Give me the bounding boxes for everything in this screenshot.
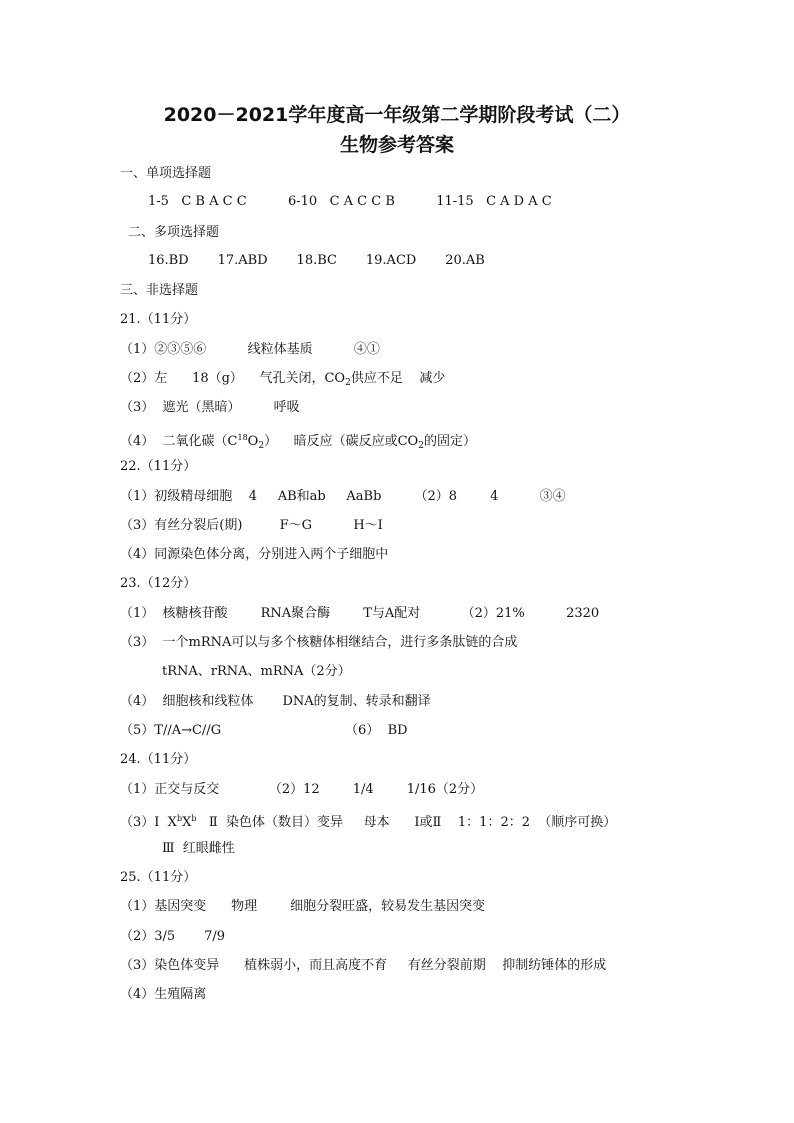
q21-line-2: （2）左 18（g） 气孔关闭，$CO_2$供应不足 减少	[120, 371, 446, 388]
q25-line-3: （3）染色体变异 植株弱小，而且高度不育 有丝分裂前期 抑制纺锤体的形成	[120, 958, 607, 973]
q21-line-1: （1）②③⑤⑥ 线粒体基质 ④①	[120, 342, 380, 357]
q24-line-3: Ⅲ 红眼雌性	[162, 841, 235, 856]
page-title: 2020－2021学年度高一年级第二学期阶段考试（二）	[163, 104, 631, 126]
q21-line-3: （3） 遮光（黑暗） 呼吸	[120, 400, 300, 415]
q23-line-4: （4） 细胞核和线粒体 DNA的复制、转录和翻译	[120, 694, 431, 709]
section-1-answers: 1-5 C B A C C 6-10 C A C C B 11-15 C A D A C	[148, 194, 552, 209]
q23-line-1: （1） 核糖核苷酸 RNA聚合酶 T与A配对 （2）21% 2320	[120, 606, 600, 621]
q24-line-2: （3）Ⅰ $X^bX^b$ Ⅱ 染色体（数目）变异 母本 Ⅰ或Ⅱ 1：1：2：2 （顺序可换）	[120, 814, 617, 830]
q25-line-2: （2）3/5 7/9	[120, 929, 226, 944]
q21-heading: 21.（11分）	[120, 312, 197, 327]
q23-heading: 23.（12分）	[120, 576, 197, 591]
q21-line-4: （4） 二氧化碳$(C^{18}O_2)$ 暗反应（碳反应或$CO_2$的固定）	[120, 433, 476, 451]
q23-line-3: tRNA、rRNA、mRNA（2分）	[162, 664, 351, 679]
page-subtitle: 生物参考答案	[339, 134, 454, 156]
q22-line-3: （4）同源染色体分离，分别进入两个子细胞中	[120, 547, 389, 562]
section-3-heading: 三、非选择题	[120, 283, 199, 298]
section-1-heading: 一、单项选择题	[120, 166, 212, 181]
q25-line-4: （4）生殖隔离	[120, 987, 207, 1002]
q25-heading: 25.（11分）	[120, 870, 197, 885]
q23-line-5: （5）T//A→C//G （6） BD	[120, 723, 408, 738]
q24-line-1: （1）正交与反交 （2）12 1/4 1/16（2分）	[120, 782, 484, 797]
section-2-heading: 二、多项选择题	[128, 225, 220, 240]
q23-line-2: （3） 一个mRNA可以与多个核糖体相继结合，进行多条肽链的合成	[120, 635, 518, 650]
q24-heading: 24.（11分）	[120, 752, 197, 767]
q22-line-1: （1）初级精母细胞 4 AB和ab AaBb （2）8 4 ③④	[120, 489, 566, 504]
section-2-answers: 16.BD 17.ABD 18.BC 19.ACD 20.AB	[148, 253, 485, 268]
q22-line-2: （3）有丝分裂后(期) F～G H～I	[120, 518, 383, 533]
q25-line-1: （1）基因突变 物理 细胞分裂旺盛，较易发生基因突变	[120, 899, 486, 914]
q22-heading: 22.（11分）	[120, 459, 197, 474]
